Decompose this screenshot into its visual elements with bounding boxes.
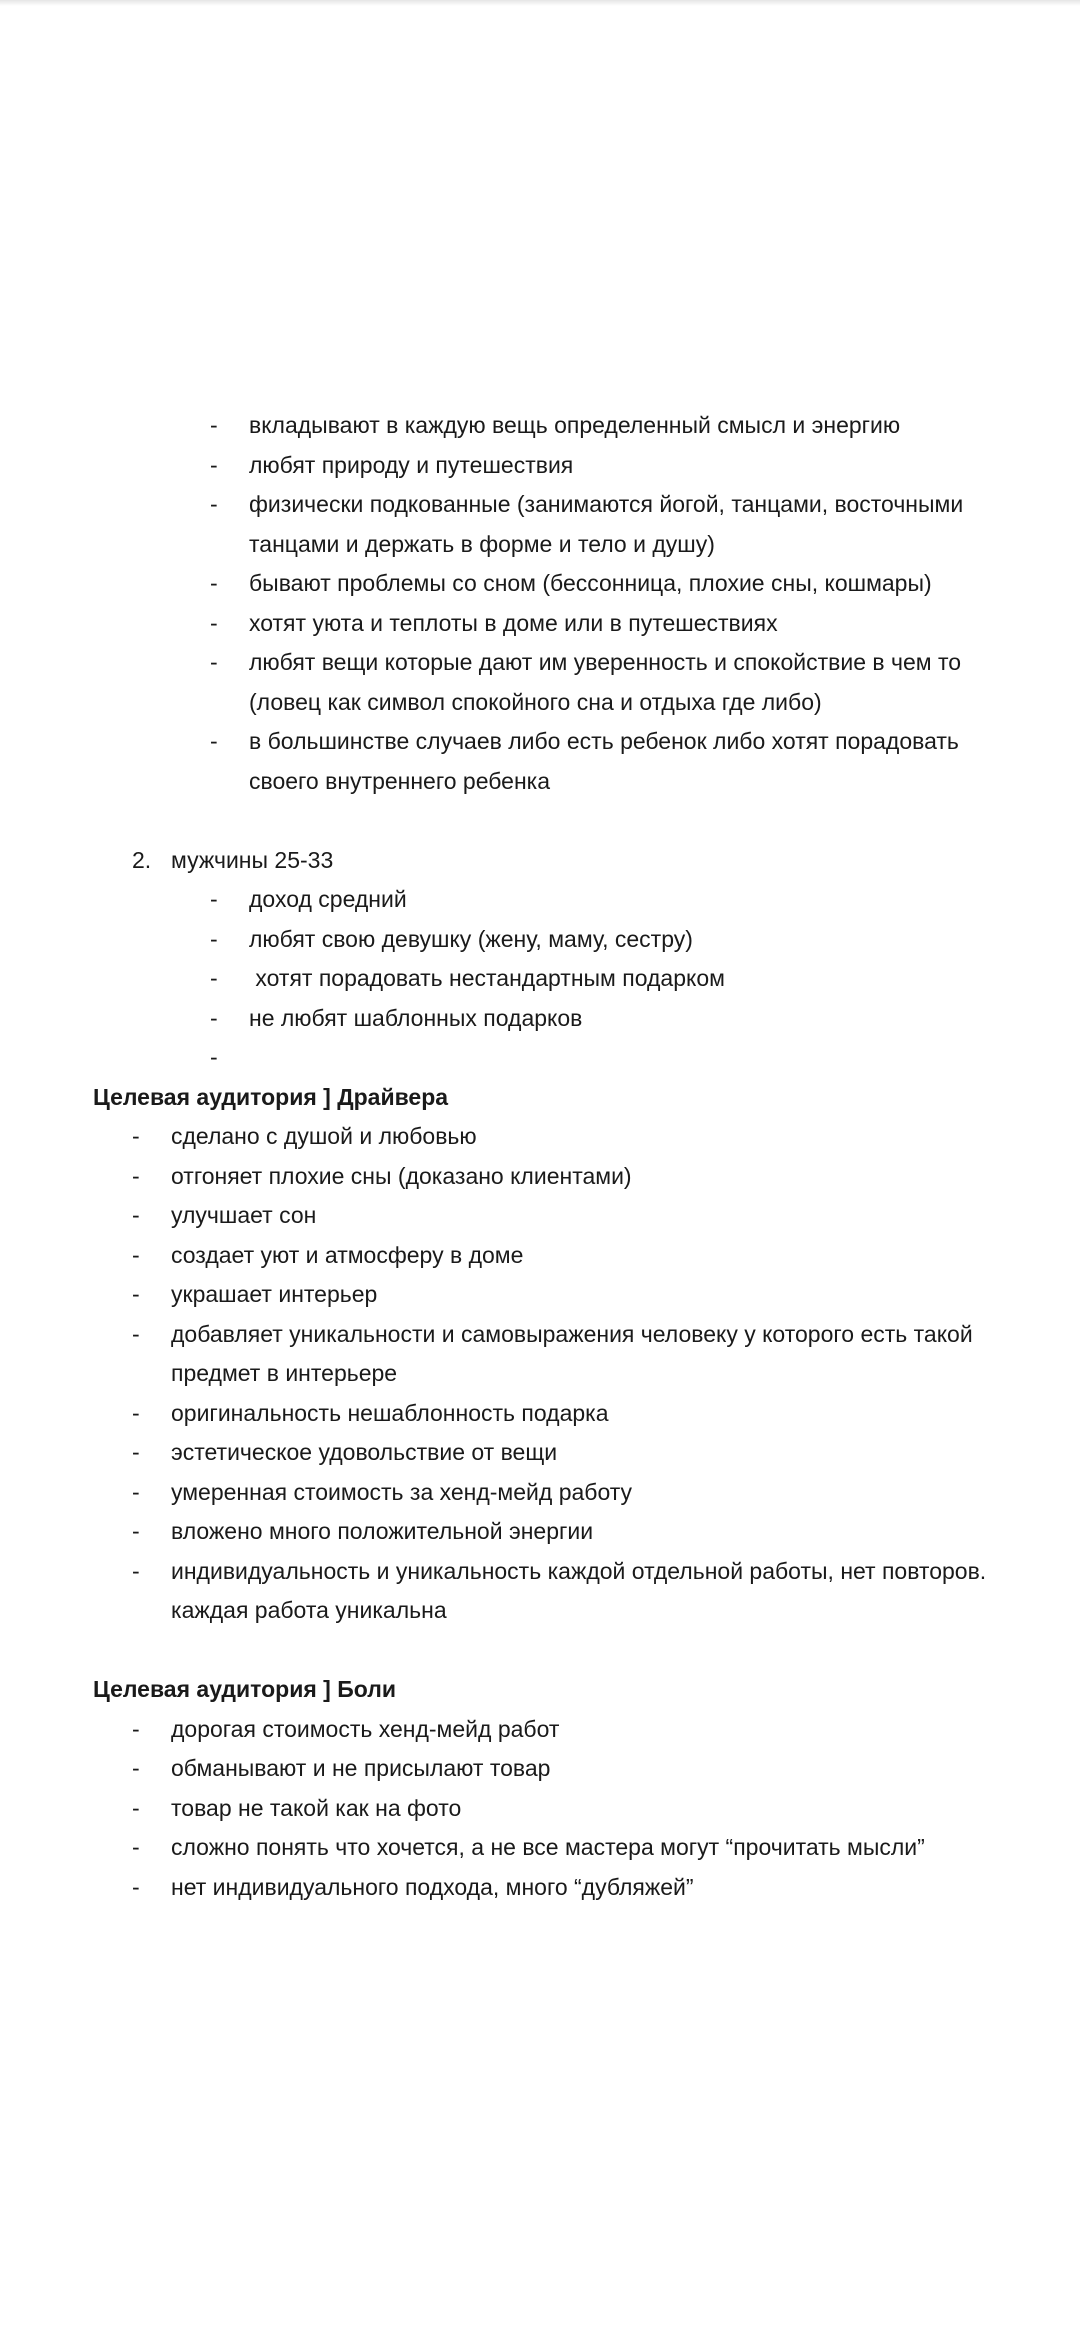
list-item	[0, 604, 1080, 644]
list-item	[0, 1433, 1080, 1473]
top-edge-shadow	[0, 0, 1080, 6]
bullet-dash: -	[132, 1320, 140, 1347]
list-item-continuation	[0, 762, 1080, 802]
list-item	[0, 1117, 1080, 1157]
bullet-dash: -	[132, 1162, 140, 1189]
list-item	[0, 1552, 1080, 1592]
list-item	[0, 485, 1080, 525]
list-item	[0, 959, 1080, 999]
section-heading	[0, 1078, 1080, 1118]
list-item-text: оригинальность нешаблонность подарка	[171, 1399, 609, 1426]
list-item	[0, 1512, 1080, 1552]
bullet-dash: -	[210, 925, 218, 952]
list-item	[0, 722, 1080, 762]
bullet-dash: -	[210, 728, 218, 754]
spacer	[0, 801, 1080, 841]
list-item-text: украшает интерьер	[171, 1281, 378, 1307]
bullet-dash: -	[210, 1004, 218, 1031]
numbered-item	[0, 841, 1080, 881]
list-item-text: создает уют и атмосферу в доме	[171, 1241, 524, 1268]
document-page[interactable]	[0, 406, 1080, 1907]
list-item	[0, 446, 1080, 486]
section-heading	[0, 1670, 1080, 1710]
list-item	[0, 880, 1080, 920]
list-item-text: вложено много положительной энергии	[171, 1518, 594, 1544]
list-item-text: любят вещи которые дают им уверенность и спокойствие в чем то	[249, 649, 962, 675]
bullet-dash: -	[132, 1794, 140, 1821]
bullet-dash: -	[132, 1202, 140, 1228]
list-item-text: своего внутреннего ребенка	[249, 767, 550, 794]
list-item	[0, 1473, 1080, 1513]
bullet-dash: -	[132, 1557, 140, 1584]
list-item-text: бывают проблемы со сном (бессонница, плохие сны, кошмары)	[249, 570, 932, 596]
pains-section	[0, 1670, 1080, 1907]
drivers-section	[0, 1078, 1080, 1631]
list-item-text: отгоняет плохие сны (доказано клиентами)	[171, 1162, 632, 1189]
men-segment	[0, 841, 1080, 1078]
list-item-text: в большинстве случаев либо есть ребенок либо хотят порадовать	[249, 728, 959, 754]
list-item	[0, 1236, 1080, 1276]
pains-heading: Целевая аудитория ] Боли	[93, 1676, 396, 1702]
bullet-dash: -	[210, 570, 218, 596]
list-item-text: умеренная стоимость за хенд-мейд работу	[171, 1478, 633, 1505]
segment-title: мужчины 25-33	[171, 846, 334, 873]
bullet-dash: -	[132, 1399, 140, 1426]
spacer	[0, 1631, 1080, 1671]
bullet-dash: -	[210, 491, 218, 517]
bullet-dash: -	[132, 1478, 140, 1505]
bullet-dash: -	[132, 1873, 140, 1900]
list-item	[0, 1315, 1080, 1355]
bullet-dash: -	[210, 412, 218, 438]
drivers-heading: Целевая аудитория ] Драйвера	[93, 1083, 449, 1110]
list-item	[0, 1789, 1080, 1829]
list-item-continuation	[0, 525, 1080, 565]
list-item-continuation	[0, 1591, 1080, 1631]
bullet-dash: -	[210, 609, 218, 636]
bullet-dash: -	[132, 1439, 140, 1465]
bullet-dash: -	[210, 451, 218, 478]
bullet-dash: -	[210, 1044, 218, 1070]
list-item-text: эстетическое удовольствие от вещи	[171, 1439, 558, 1465]
list-item-continuation	[0, 683, 1080, 723]
list-item-text: улучшает сон	[171, 1202, 317, 1228]
bullet-dash: -	[210, 649, 218, 675]
bullet-dash: -	[132, 1123, 140, 1149]
list-item	[0, 999, 1080, 1039]
list-item-text: хотят порадовать нестандартным подарком	[249, 965, 725, 991]
list-item-text: не любят шаблонных подарков	[249, 1004, 583, 1031]
list-item-text: вкладывают в каждую вещь определенный смысл и энергию	[249, 412, 901, 438]
bullet-dash: -	[132, 1281, 140, 1307]
list-item	[0, 643, 1080, 683]
list-item-text: каждая работа уникальна	[171, 1597, 447, 1623]
list-item-text: (ловец как символ спокойного сна и отдыха где либо)	[249, 688, 822, 715]
list-item-text: физически подкованные (занимаются йогой, танцами, восточными	[249, 491, 964, 517]
list-item-text: доход средний	[249, 886, 407, 912]
list-item	[0, 406, 1080, 446]
list-item-text: хотят уюта и теплоты в доме или в путешествиях	[249, 609, 778, 636]
list-item	[0, 920, 1080, 960]
list-item	[0, 1275, 1080, 1315]
list-item	[0, 1868, 1080, 1908]
list-item	[0, 1828, 1080, 1868]
list-item	[0, 1196, 1080, 1236]
list-item-text: индивидуальность и уникальность каждой отдельной работы, нет повторов.	[171, 1557, 987, 1584]
bullet-dash: -	[132, 1241, 140, 1268]
list-item	[0, 1394, 1080, 1434]
list-item	[0, 1710, 1080, 1750]
list-item-continuation	[0, 1354, 1080, 1394]
list-item-text: обманывают и не присылают товар	[171, 1755, 551, 1781]
list-item	[0, 564, 1080, 604]
bullet-dash: -	[132, 1715, 140, 1742]
list-item-text: танцами и держать в форме и тело и душу)	[249, 530, 715, 557]
bullet-dash: -	[132, 1834, 140, 1860]
bullet-dash: -	[132, 1755, 140, 1781]
list-item-text: нет индивидуального подхода, много “дубляжей”	[171, 1873, 694, 1900]
list-item-text: любят свою девушку (жену, маму, сестру)	[249, 925, 693, 952]
bullet-dash: -	[210, 886, 218, 912]
list-item-text: любят природу и путешествия	[249, 451, 574, 478]
list-item-text: добавляет уникальности и самовыражения человеку у которого есть такой	[171, 1320, 973, 1347]
list-item-empty	[0, 1038, 1080, 1078]
list-item	[0, 1749, 1080, 1789]
list-number: 2.	[132, 846, 152, 873]
list-item-text: сложно понять что хочется, а не все мастера могут “прочитать мысли”	[171, 1834, 925, 1860]
list-item	[0, 1157, 1080, 1197]
list-item-text: сделано с душой и любовью	[171, 1123, 477, 1149]
list-item-text: дорогая стоимость хенд-мейд работ	[171, 1715, 560, 1742]
list-item-text: товар не такой как на фото	[171, 1794, 462, 1821]
bullet-dash: -	[210, 965, 218, 991]
women-segment-list	[0, 406, 1080, 801]
list-item-text: предмет в интерьере	[171, 1360, 398, 1386]
bullet-dash: -	[132, 1518, 140, 1544]
